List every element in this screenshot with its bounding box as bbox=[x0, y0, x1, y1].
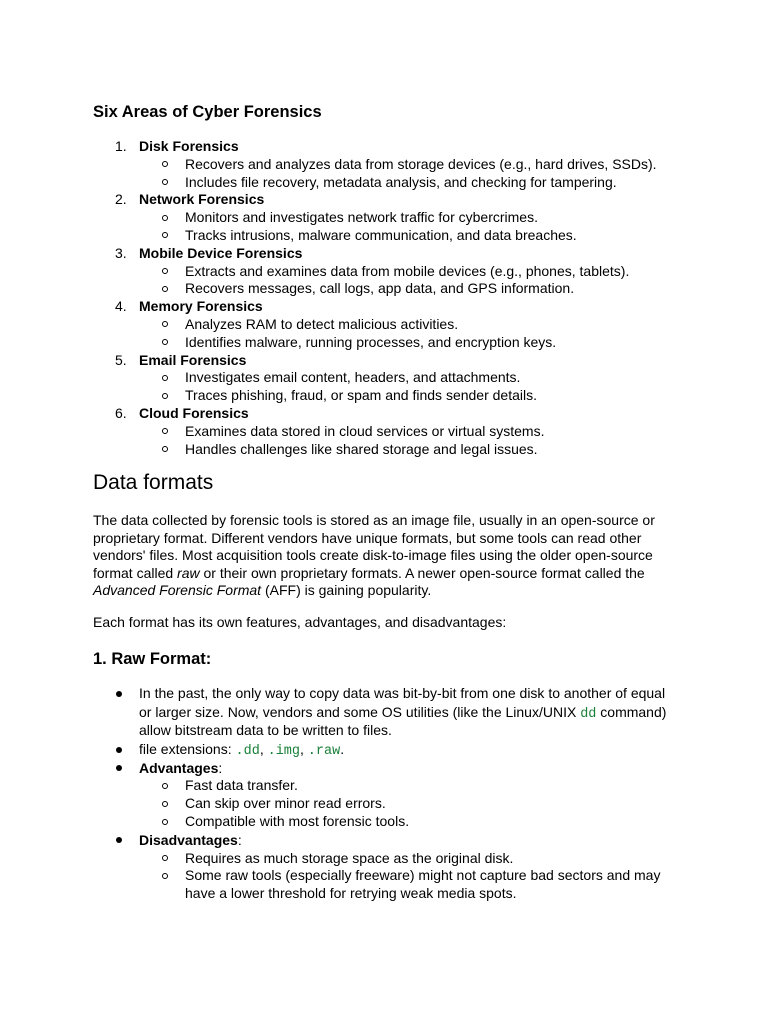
list-item: Recovers messages, call logs, app data, and GPS information. bbox=[93, 280, 713, 298]
formats-intro-paragraph: Each format has its own features, advantages, and disadvantages: bbox=[93, 614, 507, 630]
hollow-bullet-icon bbox=[162, 268, 168, 274]
hollow-bullet-icon bbox=[162, 215, 168, 221]
code-ext-img: .img bbox=[267, 744, 300, 760]
hollow-bullet-icon bbox=[162, 286, 168, 292]
area-title: Mobile Device Forensics bbox=[139, 244, 303, 261]
list-number: 5. bbox=[115, 351, 127, 368]
area-item bbox=[93, 352, 713, 405]
intro-paragraph: The data collected by forensic tools is stored as an image file, usually in an open-source or proprietary format. Different vendors have unique formats, but some tools can read other vendors' files. Most acquisition tools create disk-to-image files using the older open-source format called raw or their own proprietary formats. A newer open-source format called the Advanced Forensic Format (AFF) is gaining popularity. bbox=[93, 512, 655, 599]
list-item: Compatible with most forensic tools. bbox=[93, 813, 713, 831]
list-item: Can skip over minor read errors. bbox=[93, 795, 713, 813]
list-number: 6. bbox=[115, 404, 127, 421]
bullet-icon bbox=[116, 837, 122, 843]
list-item: Extracts and examines data from mobile devices (e.g., phones, tablets). bbox=[93, 263, 713, 281]
hollow-bullet-icon bbox=[162, 393, 168, 399]
italic-term-raw: raw bbox=[177, 564, 200, 581]
list-item: Examines data stored in cloud services or virtual systems. bbox=[93, 423, 713, 441]
list-item: Disadvantages: Requires as much storage space as the original disk. Some raw tools (especially freeware) might not capture bad sectors and may have a lower threshold for retrying weak media spots. bbox=[93, 831, 713, 903]
list-item: Monitors and investigates network traffic for cybercrimes. bbox=[93, 209, 713, 227]
list-number: 1. bbox=[115, 138, 127, 154]
list-number: 4. bbox=[115, 298, 127, 315]
hollow-bullet-icon bbox=[162, 375, 168, 381]
section-heading-raw-format: 1. Raw Format: bbox=[93, 650, 212, 668]
list-item: Tracks intrusions, malware communication, and data breaches. bbox=[93, 227, 713, 245]
list-item: Handles challenges like shared storage and legal issues. bbox=[93, 441, 713, 459]
area-item bbox=[93, 138, 713, 191]
disadvantages-label: Disadvantages bbox=[139, 831, 238, 848]
list-item: Requires as much storage space as the original disk. bbox=[93, 850, 713, 868]
hollow-bullet-icon bbox=[162, 819, 168, 825]
list-item: In the past, the only way to copy data was bit-by-bit from one disk to another of equal or larger size. Now, vendors and some OS utilities (like the Linux/UNIX dd command) allow bitstream data to be written to files. bbox=[93, 684, 713, 740]
list-item: Some raw tools (especially freeware) might not capture bad sectors and may have a lower threshold for retrying weak media spots. bbox=[93, 867, 713, 903]
area-item bbox=[93, 245, 713, 298]
list-item: Advantages: Fast data transfer. Can skip over minor read errors. Compatible with most forensic tools. bbox=[93, 759, 713, 831]
bullet-icon bbox=[116, 765, 122, 771]
bullet-icon bbox=[116, 747, 122, 753]
bullet-icon bbox=[116, 691, 122, 697]
list-item: Includes file recovery, metadata analysis, and checking for tampering. bbox=[93, 174, 713, 192]
hollow-bullet-icon bbox=[162, 873, 168, 879]
section-heading-data-formats: Data formats bbox=[93, 471, 214, 494]
code-dd: dd bbox=[580, 706, 597, 722]
list-number: 3. bbox=[115, 244, 127, 261]
code-ext-raw: .raw bbox=[307, 744, 341, 760]
italic-term-aff: Advanced Forensic Format bbox=[93, 582, 262, 599]
hollow-bullet-icon bbox=[162, 232, 168, 238]
hollow-bullet-icon bbox=[162, 428, 168, 434]
hollow-bullet-icon bbox=[162, 161, 168, 167]
hollow-bullet-icon bbox=[162, 446, 168, 452]
list-item: file extensions: .dd, .img, .raw. bbox=[93, 740, 713, 759]
area-title: Email Forensics bbox=[139, 351, 247, 368]
hollow-bullet-icon bbox=[162, 855, 168, 861]
list-item: Analyzes RAM to detect malicious activities. bbox=[93, 316, 713, 334]
list-item: Recovers and analyzes data from storage devices (e.g., hard drives, SSDs). bbox=[93, 156, 713, 174]
code-ext-dd: .dd bbox=[235, 744, 260, 760]
raw-format-list bbox=[93, 684, 713, 903]
area-item bbox=[93, 191, 713, 244]
area-item bbox=[93, 405, 713, 458]
area-title: Network Forensics bbox=[139, 191, 265, 208]
area-title: Memory Forensics bbox=[139, 298, 263, 315]
area-title: Disk Forensics bbox=[139, 138, 239, 154]
area-item bbox=[93, 298, 713, 351]
hollow-bullet-icon bbox=[162, 801, 168, 807]
advantages-label: Advantages bbox=[139, 759, 219, 776]
area-title: Cloud Forensics bbox=[139, 404, 249, 421]
section-heading-six-areas: Six Areas of Cyber Forensics bbox=[93, 103, 322, 121]
list-item: Fast data transfer. bbox=[93, 777, 713, 795]
hollow-bullet-icon bbox=[162, 179, 168, 185]
list-item: Traces phishing, fraud, or spam and finds sender details. bbox=[93, 387, 713, 405]
hollow-bullet-icon bbox=[162, 321, 168, 327]
areas-list bbox=[93, 138, 713, 458]
list-item: Investigates email content, headers, and attachments. bbox=[93, 369, 713, 387]
list-item: Identifies malware, running processes, and encryption keys. bbox=[93, 334, 713, 352]
hollow-bullet-icon bbox=[162, 783, 168, 789]
hollow-bullet-icon bbox=[162, 339, 168, 345]
list-number: 2. bbox=[115, 191, 127, 208]
